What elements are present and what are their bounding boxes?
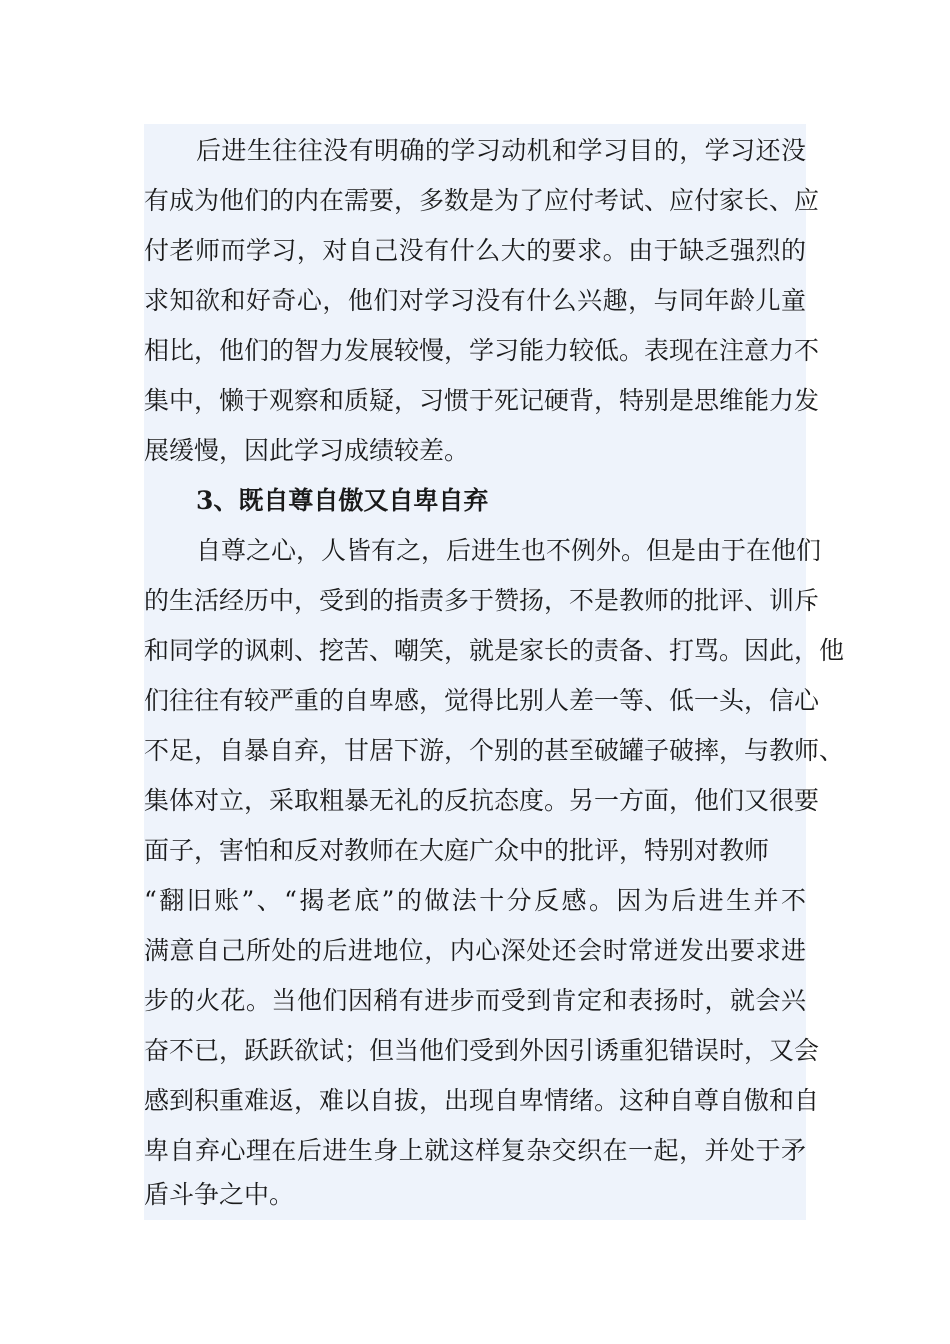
- paragraph-1-line-2: 有成为他们的内在需要，多数是为了应付考试、应付家长、应: [144, 186, 820, 215]
- paragraph-1-line-3: 付老师而学习，对自己没有什么大的要求。由于缺乏强烈的: [144, 236, 806, 265]
- paragraph-2-line-10: 步的火花。当他们因稍有进步而受到肯定和表扬时，就会兴: [144, 986, 806, 1015]
- paragraph-1-line-6: 集中，懒于观察和质疑，习惯于死记硬背，特别是思维能力发: [144, 386, 820, 415]
- paragraph-1-line-4: 求知欲和好奇心，他们对学习没有什么兴趣，与同年龄儿童: [144, 286, 806, 315]
- paragraph-2-line-4: 们往往有较严重的自卑感，觉得比别人差一等、低一头，信心: [144, 686, 820, 715]
- document-page: [144, 124, 845, 1220]
- paragraph-2-line-6: 集体对立，采取粗暴无礼的反抗态度。另一方面，他们又很要: [144, 786, 820, 815]
- paragraph-2-line-12: 感到积重难返，难以自拔，出现自卑情绪。这种自尊自傲和自: [144, 1086, 820, 1115]
- paragraph-1-line-7: 展缓慢，因此学习成绩较差。: [144, 436, 470, 465]
- paragraph-2-line-9: 满意自己所处的后进地位，内心深处还会时常迸发出要求进: [144, 936, 806, 965]
- paragraph-2-line-3: 和同学的讽刺、挖苦、嘲笑，就是家长的责备、打骂。因此，他: [144, 636, 845, 665]
- paragraph-2-line-8: “翻旧账”、“揭老底”的做法十分反感。因为后进生并不: [144, 886, 806, 915]
- paragraph-2-line-2: 的生活经历中，受到的指责多于赞扬，不是教师的批评、训斥: [144, 586, 820, 615]
- paragraph-1-line-5: 相比，他们的智力发展较慢，学习能力较低。表现在注意力不: [144, 336, 820, 365]
- paragraph-2-line-14: 盾斗争之中。: [144, 1180, 295, 1209]
- paragraph-2-line-11: 奋不已，跃跃欲试；但当他们受到外因引诱重犯错误时，又会: [144, 1036, 820, 1065]
- section-heading: 3、既自尊自傲又自卑自弃: [196, 486, 489, 515]
- paragraph-2-line-1: 自尊之心，人皆有之，后进生也不例外。但是由于在他们: [196, 536, 822, 565]
- paragraph-2-line-13: 卑自弃心理在后进生身上就这样复杂交织在一起，并处于矛: [144, 1136, 806, 1165]
- paragraph-2-line-7: 面子，害怕和反对教师在大庭广众中的批评，特别对教师: [144, 836, 770, 865]
- paragraph-2-line-5: 不足，自暴自弃，甘居下游，个别的甚至破罐子破摔，与教师、: [144, 736, 845, 765]
- paragraph-1-line-1: 后进生往往没有明确的学习动机和学习目的，学习还没: [196, 136, 806, 165]
